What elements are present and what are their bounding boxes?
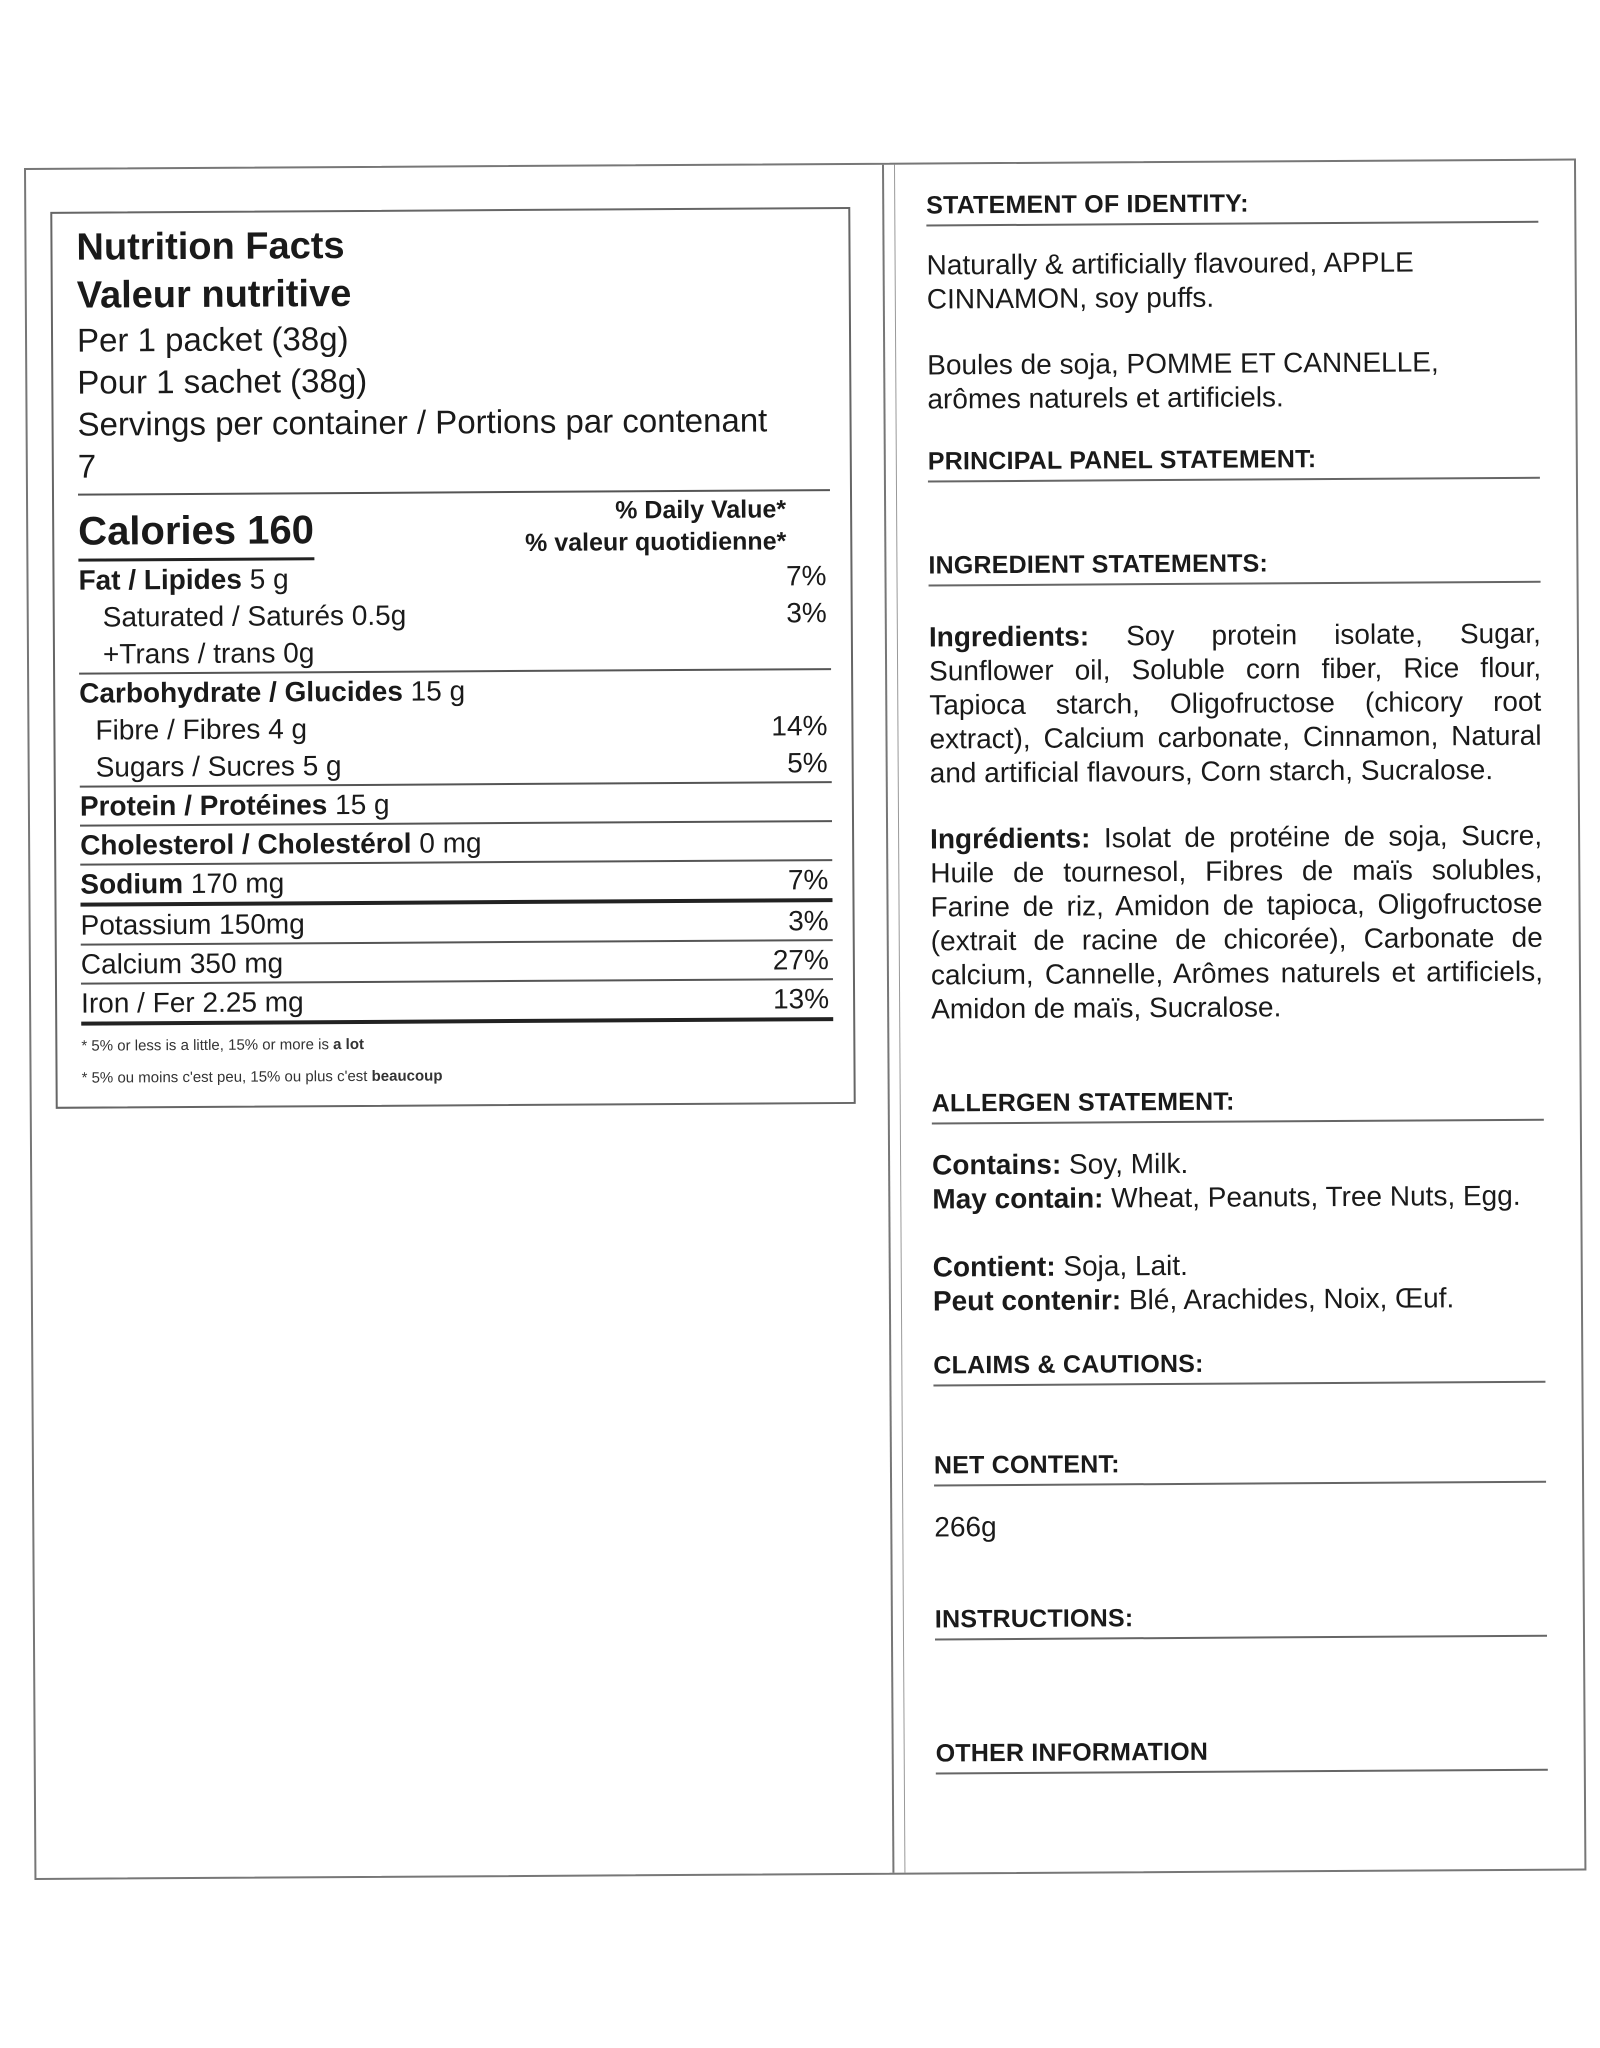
nutrient-row	[81, 980, 833, 1026]
net-content-value: 266g	[934, 1511, 997, 1543]
identity-heading: STATEMENT OF IDENTITY:	[926, 185, 1538, 227]
nutrient-row	[81, 902, 833, 946]
ingredients-heading: INGREDIENT STATEMENTS:	[928, 545, 1540, 587]
nutrient-row	[80, 783, 832, 827]
nutrient-row	[78, 557, 830, 599]
nutrient-dv: 13%	[772, 983, 830, 1015]
nutrient-name: Fibre / Fibres 4 g	[95, 713, 308, 746]
nutrient-dv: 5%	[787, 747, 828, 779]
identity-en: Naturally & artificially flavoured, APPLE CINNAMON, soy puffs.	[926, 246, 1414, 315]
footnote-en: * 5% or less is a little, 15% or more is a lot	[81, 1035, 365, 1055]
nutrient-amount: 5 g	[241, 563, 289, 595]
nutrition-title-fr: Valeur nutritive	[76, 273, 352, 317]
nutrient-amount: 15 g	[327, 788, 390, 821]
nutrient-name: Carbohydrate / Glucides	[79, 675, 403, 709]
nutrient-name: Protein / Protéines	[79, 789, 328, 822]
nutrient-name: Iron / Fer 2.25 mg	[81, 986, 304, 1019]
serving-size-fr: Pour 1 sachet (38g)	[77, 361, 368, 401]
calories-label: Calories 160	[78, 505, 314, 561]
nutrient-dv	[828, 783, 832, 820]
nutrient-dv: 3%	[788, 905, 829, 937]
nutrient-name: Calcium 350 mg	[80, 947, 284, 980]
label-sheet	[24, 159, 1586, 1880]
footnote-fr: * 5% ou moins c'est peu, 15% ou plus c'est beaucoup	[81, 1067, 443, 1087]
nutrient-amount: 15 g	[402, 675, 466, 707]
nutrient-dv: 7%	[787, 864, 829, 896]
nutrient-name: Fat / Lipides	[78, 563, 242, 596]
nutrient-name: Sugars / Sucres 5 g	[95, 750, 342, 783]
nutrient-row	[80, 744, 832, 788]
label-statements-column	[926, 185, 1548, 1775]
nutrient-row	[80, 861, 832, 907]
nutrient-dv	[827, 631, 831, 668]
nutrition-facts-table	[50, 207, 855, 1109]
nutrient-name: Potassium 150mg	[80, 908, 305, 941]
servings-per-container-label: Servings per container / Portions par contenant	[77, 401, 768, 443]
nutrient-dv: 3%	[786, 597, 827, 629]
nutrient-row	[79, 594, 831, 636]
allergen-contient: Contient: Soja, Lait.	[932, 1249, 1188, 1283]
ingredients-en: Ingredients: Soy protein isolate, Sugar, Sunflower oil, Soluble corn fiber, Rice flour, Tapioca starch, Oligofructose (chicory root extract), Calcium carbonate, Cinnamon, Natural and artificial flavours, Corn starch, Sucralose.	[928, 617, 1542, 789]
nutrient-dv: 14%	[771, 710, 828, 742]
nutrient-row	[79, 670, 831, 712]
nutrient-row	[79, 631, 831, 675]
nutrient-row	[80, 822, 832, 866]
ingredients-fr: Ingrédients: Isolat de protéine de soja, Sucre, Huile de tournesol, Fibres de maïs solubles, Farine de riz, Amidon de tapioca, Oligofructose (extrait de racine de chicorée), Carbonate de calcium, Cannelle, Arômes naturels et artificiels, Amidon de maïs, Sucralose.	[930, 819, 1544, 1025]
nutrient-name: +Trans / trans 0g	[102, 637, 315, 670]
identity-fr: Boules de soja, POMME ET CANNELLE, arômes naturels et artificiels.	[927, 346, 1439, 415]
allergen-may-contain: May contain: Wheat, Peanuts, Tree Nuts, Egg.	[932, 1179, 1521, 1215]
column-divider-inner	[894, 165, 905, 1873]
net-content-heading: NET CONTENT:	[934, 1445, 1546, 1487]
daily-value-en: % Daily Value*	[615, 495, 787, 525]
nutrient-dv	[828, 822, 832, 859]
daily-value-header	[525, 493, 831, 559]
nutrient-amount: 170 mg	[182, 867, 285, 900]
principal-panel-heading: PRINCIPAL PANEL STATEMENT:	[928, 441, 1540, 483]
serving-size-en: Per 1 packet (38g)	[76, 320, 349, 359]
allergen-peut-contenir: Peut contenir: Blé, Arachides, Noix, Œuf.	[932, 1282, 1455, 1317]
nutrient-dv	[827, 670, 831, 707]
other-information-heading: OTHER INFORMATION	[936, 1733, 1548, 1775]
column-divider	[882, 165, 894, 1873]
nutrient-name: Sodium	[80, 868, 184, 900]
nutrient-dv: 7%	[785, 560, 827, 592]
servings-per-container-value: 7	[77, 447, 97, 485]
nutrient-row	[79, 707, 831, 749]
instructions-heading: INSTRUCTIONS:	[935, 1599, 1547, 1641]
nutrient-row	[81, 941, 833, 985]
allergen-heading: ALLERGEN STATEMENT:	[932, 1083, 1544, 1125]
nutrient-amount: 0 mg	[411, 827, 482, 859]
claims-heading: CLAIMS & CAUTIONS:	[933, 1345, 1545, 1387]
nutrient-name: Cholesterol / Cholestérol	[80, 827, 412, 861]
calories-row	[78, 493, 830, 562]
nutrition-title-en: Nutrition Facts	[76, 225, 345, 269]
nutrient-name: Saturated / Saturés 0.5g	[102, 599, 407, 633]
daily-value-fr: % valeur quotidienne*	[525, 527, 787, 557]
nutrient-dv: 27%	[772, 944, 829, 976]
allergen-contains: Contains: Soy, Milk.	[932, 1147, 1189, 1181]
